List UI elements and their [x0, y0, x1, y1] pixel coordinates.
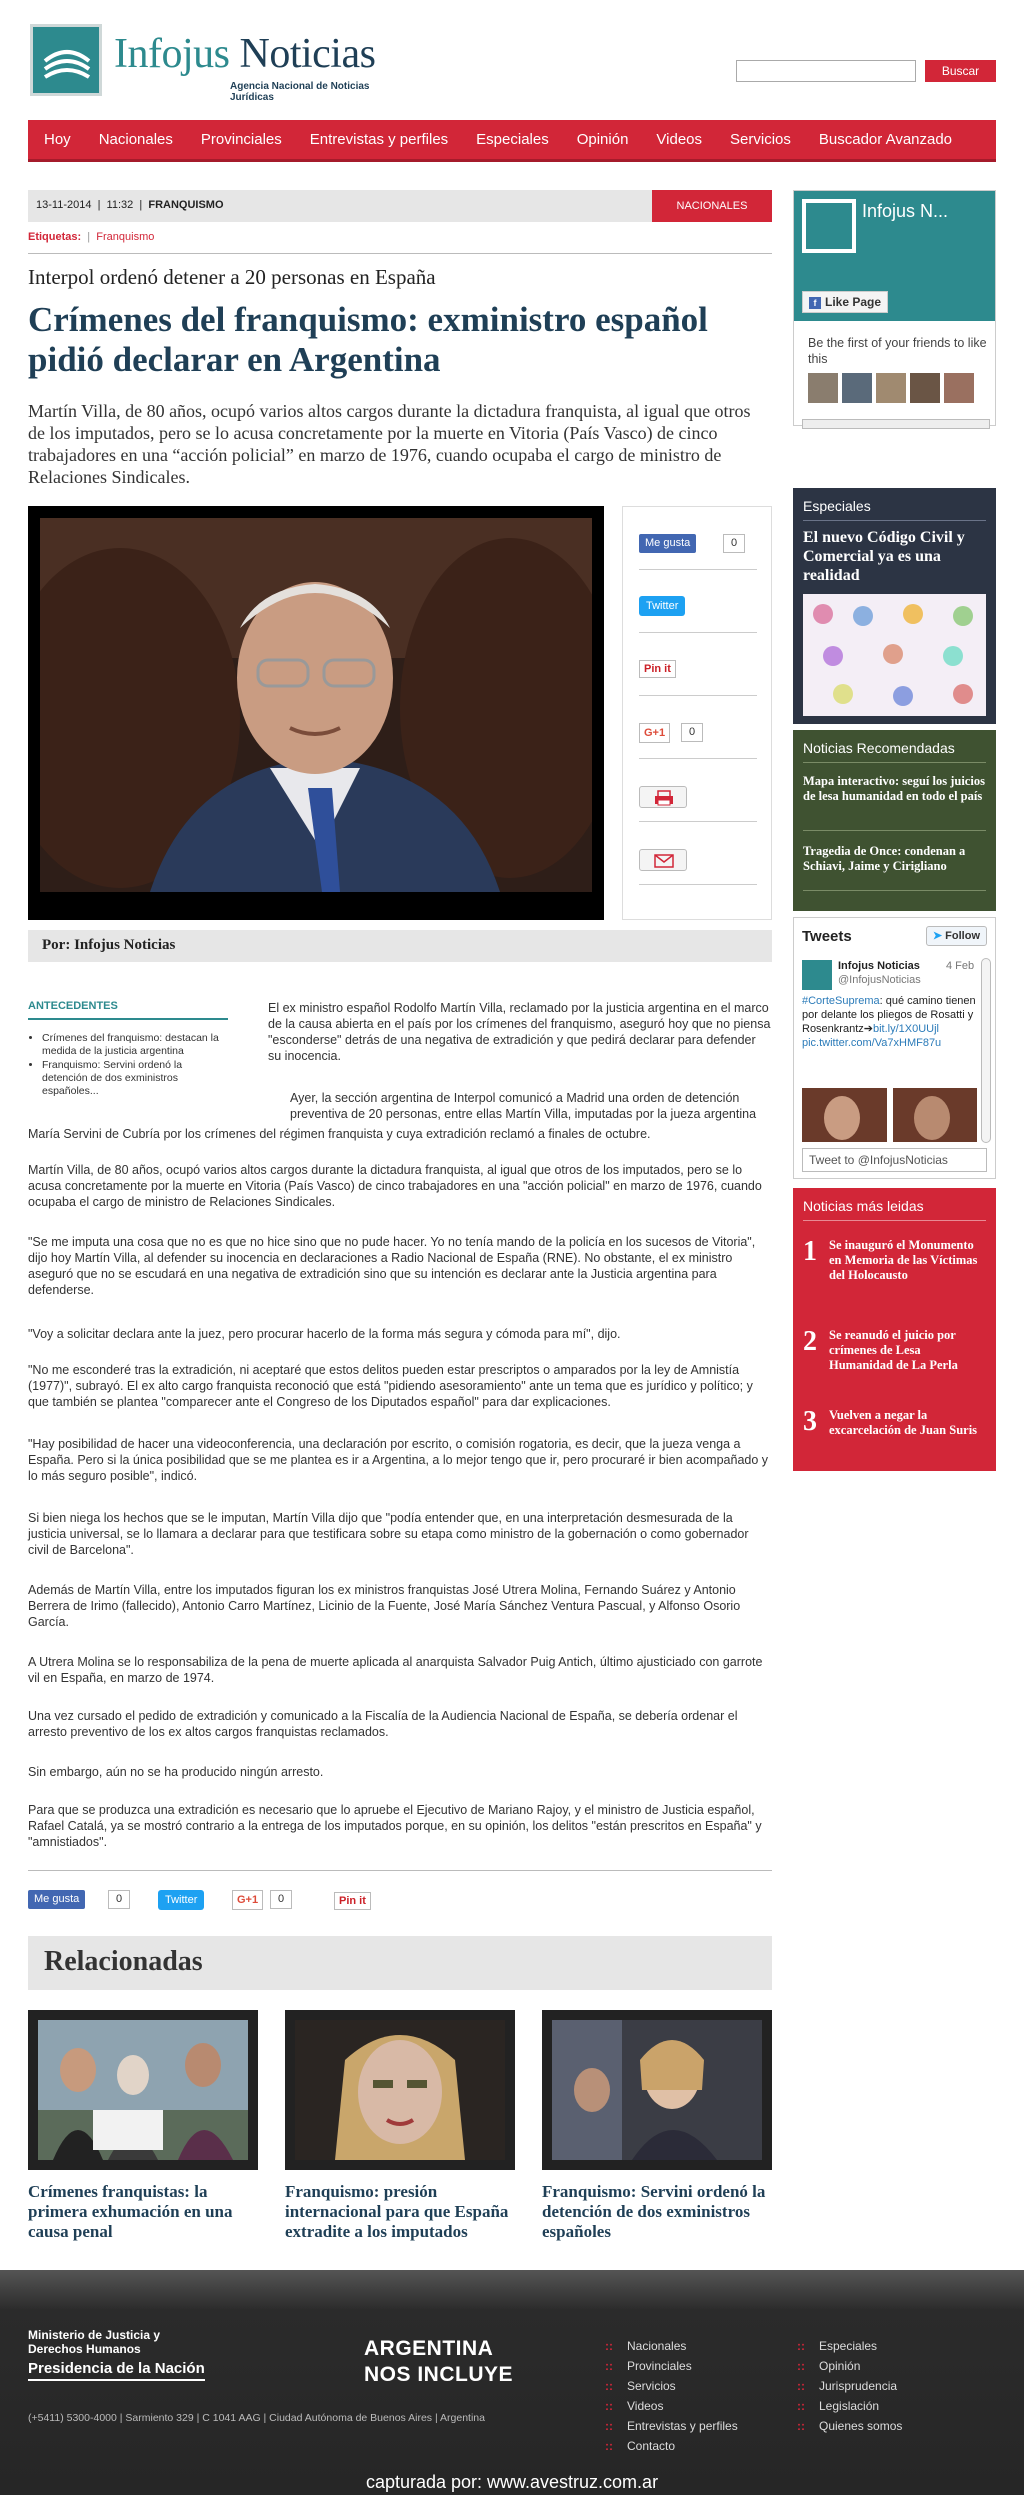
mas-leida-item[interactable]	[803, 1406, 989, 1484]
rank-number: 3	[803, 1406, 817, 1437]
related-heading: Relacionadas	[28, 1936, 772, 1990]
logo-subtitle: Agencia Nacional de Noticias Jurídicas	[230, 81, 370, 103]
facebook-faces	[808, 373, 974, 403]
article-paragraph: "No me esconderé tras la extradición, ni aceptaré que estos delitos pueden estar prescriptos o amparados por la ley de Amnistía (1977)", subrayó. El ex alto cargo franquista reconoció que está "pidiendo asesoramiento" ante un tema que es jurídico y político; y que también se plantea "comparecer ante el Congreso de los Diputados español" para dar explicaciones.	[28, 1363, 753, 1409]
twitter-bird-icon: ➤	[932, 930, 946, 942]
related-image[interactable]	[542, 2010, 772, 2170]
article-date: 13-11-2014	[36, 199, 92, 211]
footer-link[interactable]: :: Servicios	[605, 2376, 738, 2396]
share-gplus	[639, 696, 757, 759]
avatar[interactable]	[910, 373, 940, 403]
facebook-like-page-button[interactable]: f Like Page	[802, 291, 888, 313]
footer-link[interactable]: :: Legislación	[797, 2396, 902, 2416]
article-paragraph: A Utrera Molina se lo responsabiliza de la pena de muerte aplicada al anarquista Salvador Puig Antich, último ajusticiado con garrote vil en España, en marzo de 1974.	[28, 1655, 763, 1685]
share-print	[639, 759, 757, 822]
avatar[interactable]	[808, 373, 838, 403]
article-paragraph: El ex ministro español Rodolfo Martín Villa, reclamado por la justicia argentina en el marco de la causa abierta en el país por los crímenes del franquismo, aseguró hoy que no piensa "esconderse" detrás de una negativa de extradición y que pedirá declarar para defender su inocencia.	[268, 1001, 771, 1063]
footer-presidencia[interactable]: Presidencia de la Nación	[28, 2360, 205, 2381]
especiales-widget	[793, 488, 996, 724]
article-paragraph: Si bien niega los hechos que se le imputan, Martín Villa dijo que "podía entender que, en una interpretación desmesurada de la justicia universal, se lo llamara a declarar para que testificara sobre su etapa como ministro de la gobernación o como gobernador civil de Barcelona".	[28, 1511, 749, 1557]
article-lead: Martín Villa, de 80 años, ocupó varios altos cargos durante la dictadura franquista, al igual que otros de los imputados, pero se lo acusa concretamente por la muerte en Vitoria (País Vasco) de cinco trabajadores en una “acción policial” en marzo de 1976, cuando ocupaba el cargo de ministro de Relaciones Sindicales.	[28, 401, 751, 487]
article-byline: Por: Infojus Noticias	[28, 930, 772, 962]
rank-number: 1	[803, 1236, 817, 1267]
tweet-handle[interactable]: @InfojusNoticias	[838, 974, 921, 986]
related-image[interactable]	[285, 2010, 515, 2170]
footer-link[interactable]: :: Provinciales	[605, 2356, 738, 2376]
antecedente-link[interactable]: • Crímenes del franquismo: destacan la medida de la justicia argentina	[42, 1032, 228, 1058]
related-card[interactable]	[28, 2010, 258, 2242]
nav-item-provinciales[interactable]: Provinciales	[200, 130, 282, 148]
especiales-image[interactable]	[803, 594, 986, 716]
gplus-button[interactable]: G+1	[232, 1890, 263, 1910]
article-paragraph: Además de Martín Villa, entre los imputados figuran los ex ministros franquistas José Utrera Molina, Fernando Suárez y Antonio Berrera de Irimo (fallecido), Antonio Carro Martínez, Licinio de la Fuente, José María Sánchez Ventura Pascual, y Alfonso Osorio García.	[28, 1583, 741, 1629]
tags-label: Etiquetas:	[28, 231, 82, 243]
twitter-button[interactable]: Twitter	[158, 1890, 204, 1910]
avatar[interactable]	[876, 373, 906, 403]
facebook-page-thumb[interactable]	[802, 199, 856, 253]
mas-leidas-widget	[793, 1188, 996, 1471]
mas-leida-link[interactable]: Vuelven a negar la excarcelación de Juan Suris	[829, 1408, 978, 1437]
article-meta-bar	[28, 190, 772, 222]
related-card[interactable]	[285, 2010, 515, 2242]
like-count: 0	[723, 534, 745, 553]
antecedentes-box	[28, 1000, 228, 1099]
twitter-button[interactable]: Twitter	[639, 596, 685, 616]
print-icon	[640, 787, 688, 809]
mail-icon	[640, 850, 688, 872]
footer-link[interactable]: :: Opinión	[797, 2356, 902, 2376]
footer-link[interactable]: :: Contacto	[605, 2436, 738, 2456]
footer-link[interactable]: :: Especiales	[797, 2336, 902, 2356]
recomendadas-widget	[793, 730, 996, 911]
pinterest-button[interactable]: Pin it	[639, 660, 676, 678]
article-paragraph: María Servini de Cubría por los crímenes del régimen franquista y cuya extradición reclamó a finales de octubre.	[28, 1127, 651, 1141]
nav-item-servicios[interactable]: Servicios	[730, 130, 791, 148]
nav-item-opinion[interactable]: Opinión	[576, 130, 629, 148]
share-pinterest	[639, 633, 757, 696]
facebook-widget	[793, 190, 996, 426]
divider	[803, 520, 986, 521]
article-paragraph: Para que se produzca una extradición es necesario que lo apruebe el Ejecutivo de Mariano Rajoy, y el ministro de Justicia español, Rafael Catalá, ya se mostró contrario a la entrega de los imputados porque, en su opinión, los delitos "están prescritos en España" y "amnistiados".	[28, 1803, 762, 1849]
gplus-count: 0	[270, 1890, 292, 1909]
bottom-share-bar	[28, 1890, 772, 1912]
mas-leidas-title: Noticias más leidas	[803, 1198, 924, 1214]
footer-argentina-logo: ARGENTINA NOS INCLUYE	[364, 2337, 514, 2386]
especiales-headline[interactable]: El nuevo Código Civil y Comercial ya es una realidad	[803, 529, 965, 584]
nav-item-entrevistas[interactable]: Entrevistas y perfiles	[309, 130, 449, 148]
especiales-title: Especiales	[803, 498, 871, 514]
facebook-friends-text: Be the first of your friends to like this	[808, 336, 987, 366]
avatar[interactable]	[842, 373, 872, 403]
tweet-date[interactable]: 4 Feb	[946, 960, 975, 972]
email-button[interactable]	[639, 849, 687, 871]
divider	[28, 1870, 772, 1871]
nav-item-videos[interactable]: Videos	[656, 130, 703, 148]
nav-item-nacionales[interactable]: Nacionales	[98, 130, 173, 148]
facebook-cover	[794, 191, 995, 321]
gplus-count: 0	[681, 723, 703, 742]
antecedentes-title: ANTECEDENTES	[28, 1000, 228, 1020]
mas-leida-link[interactable]: Se reanudó el juicio por crímenes de Lesa Humanidad de La Perla	[829, 1328, 958, 1372]
nav-item-especiales[interactable]: Especiales	[476, 130, 549, 148]
share-sidebar	[622, 506, 772, 920]
mas-leida-link[interactable]: Se inauguró el Monumento en Memoria de las Víctimas del Holocausto	[829, 1238, 978, 1282]
tweet-link[interactable]: bit.ly/1X0UUjl	[872, 1023, 939, 1035]
related-title[interactable]: Franquismo: Servini ordenó la detención de dos exministros españoles	[542, 2182, 766, 2241]
search-button[interactable]: Buscar	[925, 60, 996, 82]
tweet-to-input[interactable]: Tweet to @InfojusNoticias	[802, 1148, 987, 1172]
mas-leida-item[interactable]	[803, 1326, 989, 1404]
horizontal-scrollbar[interactable]	[802, 419, 990, 429]
footer-links-col2	[797, 2336, 902, 2436]
divider	[803, 830, 986, 831]
divider	[803, 762, 986, 763]
print-button[interactable]	[639, 786, 687, 808]
site-footer	[0, 2270, 1024, 2495]
mas-leida-item[interactable]	[803, 1236, 989, 1314]
footer-ministerio[interactable]: Ministerio de Justicia y Derechos Humanos	[28, 2328, 161, 2356]
facebook-page-name[interactable]: Infojus N...	[862, 201, 949, 221]
footer-link[interactable]: :: Nacionales	[605, 2336, 738, 2356]
twitter-widget	[793, 917, 996, 1179]
search-input[interactable]	[736, 60, 916, 82]
tweet-hashtag[interactable]: #CorteSuprema	[802, 995, 880, 1007]
section-badge[interactable]: NACIONALES	[652, 190, 772, 222]
article-photo	[28, 506, 604, 920]
article-paragraph: "Hay posibilidad de hacer una videoconferencia, una declaración por escrito, o comisión rogatoria, es decir, que la jueza venga a España. Pero si la única posibilidad que se me plantea es ir a Argentina, a lo mejor tengo que ir, pero procuraré ir bien acompañado y lo más seguro posible", indicó.	[28, 1437, 769, 1483]
article-time: 11:32	[106, 199, 134, 211]
tweet-link[interactable]: pic.twitter.com/Va7xHMF87u	[802, 1037, 942, 1049]
recomendadas-title: Noticias Recomendadas	[803, 740, 955, 756]
related-title[interactable]: Crímenes franquistas: la primera exhumación en una causa penal	[28, 2182, 233, 2241]
main-nav	[28, 120, 996, 162]
capture-watermark: capturada por: www.avestruz.com.ar	[365, 2472, 659, 2492]
avatar[interactable]	[944, 373, 974, 403]
article-paragraph: "Se me imputa una cosa que no es que no hice sino que no pude hacer. Yo no tenía mando de la policía en los sucesos de Vitoria", dijo hoy Martín Villa, al defender su inocencia en declaraciones a Radio Nacional de España (RNE). No obstante, el ex ministro aseguró que no se escudará en una negativa de extradición sino que su intención es declarar ante la Justicia argentina para defenderse.	[28, 1235, 756, 1297]
nav-item-buscador[interactable]: Buscador Avanzado	[818, 130, 953, 148]
divider	[28, 253, 772, 254]
article-paragraph: Sin embargo, aún no se ha producido ningún arresto.	[28, 1765, 324, 1779]
photo-image	[40, 518, 592, 892]
article-paragraph: Martín Villa, de 80 años, ocupó varios altos cargos durante la dictadura franquista, al igual que otros de los imputados, pero se lo acusa concretamente por la muerte en Vitoria (País Vasco) de cinco trabajadores en una "acción policial" en marzo de 1976, cuando ocupaba el cargo de ministro de Relaciones Sindicales.	[28, 1163, 762, 1209]
article-paragraph: Una vez cursado el pedido de extradición y comunicado a la Fiscalía de la Audiencia Nacional de España, se debería ordenar el arresto preventivo de los ex altos cargos franquistas reclamados.	[28, 1709, 738, 1739]
site-logo[interactable]	[30, 24, 410, 104]
footer-link[interactable]: :: Videos	[605, 2396, 738, 2416]
tags-row: Etiquetas: | Franquismo	[28, 231, 155, 243]
footer-link[interactable]: :: Entrevistas y perfiles	[605, 2416, 738, 2436]
nav-item-hoy[interactable]: Hoy	[44, 130, 71, 148]
footer-address: (+5411) 5300-4000 | Sarmiento 329 | C 1041 AAG | Ciudad Autónoma de Buenos Aires | Argentina	[28, 2412, 485, 2424]
article-paragraph: Ayer, la sección argentina de Interpol comunicó a Madrid una orden de detención preventiva de 20 personas, entre ellas Martín Villa, imputadas por la jueza argentina	[290, 1091, 757, 1121]
tweet-image[interactable]	[802, 1088, 977, 1142]
footer-link[interactable]: :: Jurisprudencia	[797, 2376, 902, 2396]
rank-number: 2	[803, 1326, 817, 1357]
article-kicker: Interpol ordenó detener a 20 personas en España	[28, 265, 436, 289]
tweets-title: Tweets	[802, 928, 852, 945]
tag-link[interactable]: Franquismo	[96, 231, 155, 243]
vertical-scrollbar[interactable]	[981, 958, 991, 1143]
gplus-button[interactable]: G+1	[639, 723, 670, 743]
facebook-like-button[interactable]: Me gusta	[28, 1890, 85, 1909]
site-header	[0, 0, 1024, 110]
related-image[interactable]	[28, 2010, 258, 2170]
logo-emblem	[30, 24, 102, 96]
tweet-avatar[interactable]	[802, 960, 832, 990]
divider	[803, 1220, 986, 1221]
article-paragraph: "Voy a solicitar declara ante la juez, pero procurar hacerlo de la forma más segura y cómoda para mí", dijo.	[28, 1327, 621, 1341]
footer-link[interactable]: :: Quienes somos	[797, 2416, 902, 2436]
twitter-follow-button[interactable]: ➤ Follow	[926, 926, 987, 946]
article-meta: 13-11-2014 | 11:32 | FRANQUISMO	[36, 199, 224, 211]
antecedente-link[interactable]: • Franquismo: Servini ordenó la detención de dos exministros españoles...	[42, 1059, 228, 1098]
logo-title: Infojus Noticias	[114, 31, 376, 77]
tweet-text: #CorteSuprema: qué camino tienen por delante los pliegos de Rosatti y Rosenkrantz➔bit.ly/1X0UUjl pic.twitter.com/Va7xHMF87u	[802, 995, 976, 1049]
recomendada-link[interactable]: Mapa interactivo: seguí los juicios de lesa humanidad en todo el país	[803, 774, 985, 803]
facebook-icon: f	[809, 297, 821, 309]
like-count: 0	[108, 1890, 130, 1909]
article-headline: Crímenes del franquismo: exministro español pidió declarar en Argentina	[28, 300, 708, 379]
recomendada-link[interactable]: Tragedia de Once: condenan a Schiavi, Jaime y Cirigliano	[803, 844, 966, 873]
footer-links-col1	[605, 2336, 738, 2456]
article-topic: FRANQUISMO	[148, 199, 224, 211]
pinterest-button[interactable]: Pin it	[334, 1892, 371, 1910]
tweet-user[interactable]: Infojus Noticias	[838, 960, 920, 972]
share-twitter	[639, 570, 757, 633]
related-card[interactable]	[542, 2010, 772, 2242]
related-title[interactable]: Franquismo: presión internacional para que España extradite a los imputados	[285, 2182, 509, 2241]
divider	[803, 890, 986, 891]
facebook-like-button[interactable]: Me gusta	[639, 534, 696, 553]
share-facebook	[639, 507, 757, 570]
share-email	[639, 822, 757, 885]
